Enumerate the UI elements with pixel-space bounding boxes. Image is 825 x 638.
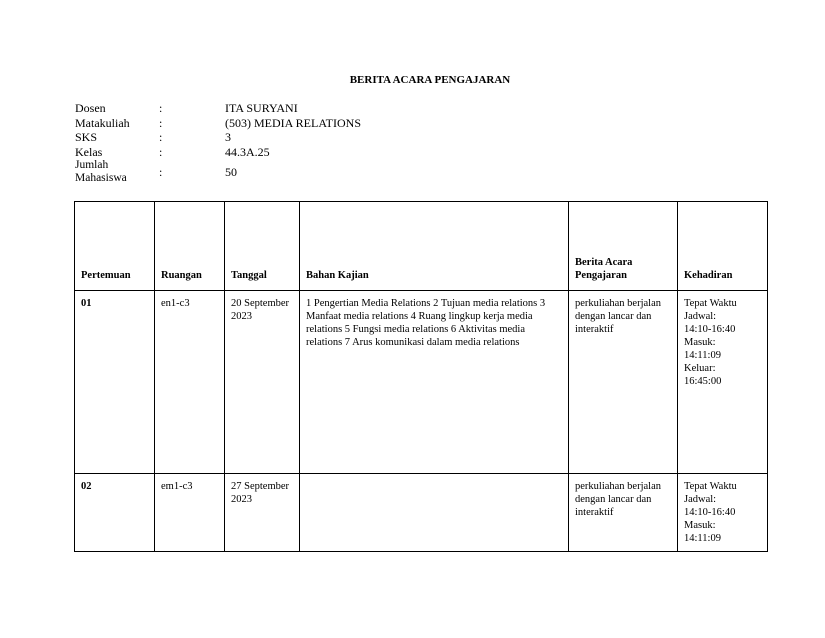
kehadiran-line: Jadwal: [684,494,717,505]
info-label [75,159,155,185]
info-value-matakuliah: (503) MEDIA RELATIONS [225,115,361,130]
cell-pertemuan: 02 [75,474,155,552]
table-row [75,291,768,474]
kehadiran-line: Keluar: [684,363,716,374]
header-tanggal: Tanggal [225,202,300,291]
kehadiran-line: Tepat Waktu [684,298,737,309]
cell-kehadiran [678,474,768,552]
header-kehadiran: Kehadiran [678,202,768,291]
info-separator: : [159,130,163,144]
kehadiran-line: 14:10-16:40 [684,507,736,518]
kehadiran-line: Masuk: [684,337,716,348]
header-pertemuan: Pertemuan [75,202,155,291]
header-ruangan: Ruangan [155,202,225,291]
table-header-row [75,202,768,291]
cell-ruangan: en1-c3 [155,291,225,474]
info-separator: : [159,115,163,130]
info-separator: : [159,144,163,159]
document-title: BERITA ACARA PENGAJARAN [349,74,511,86]
kehadiran-line: Masuk: [684,520,716,531]
info-separator: : [159,101,163,115]
cell-kehadiran [678,291,768,474]
cell-tanggal: 20 September 2023 [225,291,300,474]
table-row [75,474,768,552]
info-label: Matakuliah [75,115,130,130]
header-berita-acara: Berita Acara Pengajaran [569,202,678,291]
info-separator: : [159,165,163,179]
kehadiran-line: 16:45:00 [684,376,722,387]
kehadiran-line: Jadwal: [684,311,717,322]
info-label-line: Mahasiswa [75,172,127,184]
info-label: Kelas [75,144,103,159]
info-value-kelas: 44.3A.25 [225,144,270,159]
cell-pertemuan: 01 [75,291,155,474]
attendance-table [74,201,768,552]
info-label: Dosen [75,101,106,115]
info-label-line: Jumlah [75,159,109,171]
info-label: SKS [75,130,98,144]
kehadiran-line: Tepat Waktu [684,481,737,492]
kehadiran-line: 14:10-16:40 [684,324,736,335]
cell-ruangan: em1-c3 [155,474,225,552]
cell-bahan-kajian: 1 Pengertian Media Relations 2 Tujuan media relations 3 Manfaat media relations 4 Ruang lingkup kerja media relations 5 Fungsi media relations 6 Aktivitas media relations 7 Arus komunikasi dalam media relations [300,291,569,474]
kehadiran-line: 14:11:09 [684,533,721,544]
cell-bahan-kajian [300,474,569,552]
info-value-dosen: ITA SURYANI [225,101,298,115]
cell-berita-acara: perkuliahan berjalan dengan lancar dan interaktif [569,474,678,552]
info-value-jumlah: 50 [225,165,237,179]
header-bahan-kajian: Bahan Kajian [300,202,569,291]
info-value-sks: 3 [225,130,231,144]
cell-berita-acara: perkuliahan berjalan dengan lancar dan interaktif [569,291,678,474]
kehadiran-line: 14:11:09 [684,350,721,361]
cell-tanggal: 27 September 2023 [225,474,300,552]
